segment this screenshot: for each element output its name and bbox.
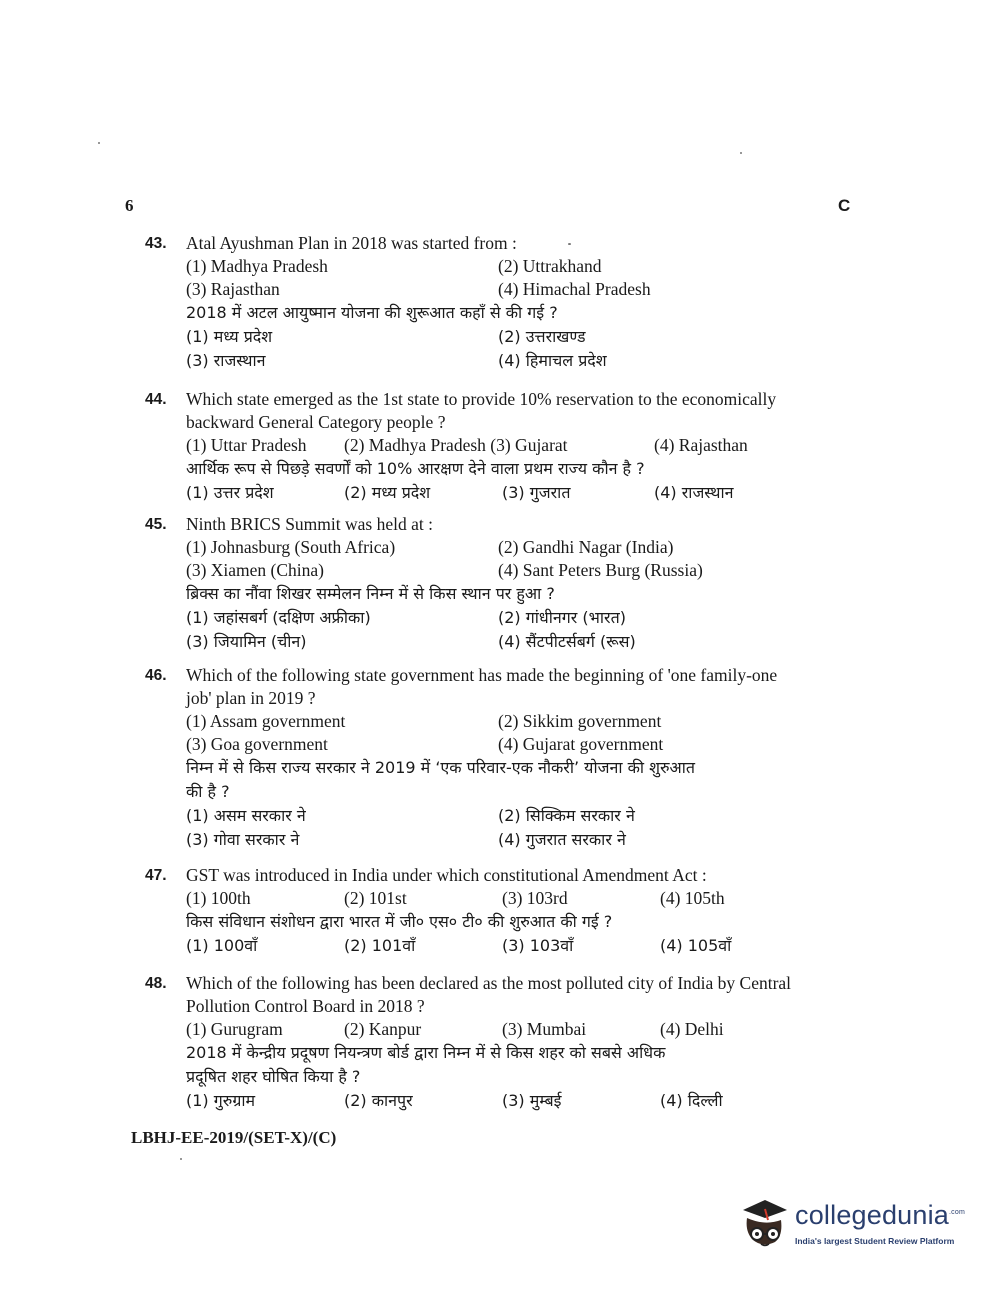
option-hi-2: (2) 101वाँ <box>344 936 416 955</box>
option-hi-3: (3) मुम्बई <box>502 1091 562 1110</box>
option-hi-1: (1) जहांसबर्ग (दक्षिण अफ्रीका) <box>186 608 371 627</box>
option-en-1: (1) 100th <box>186 888 251 908</box>
question-47 <box>145 864 855 958</box>
option-hi-3: (3) जियामिन (चीन) <box>186 632 307 651</box>
option-hi-3: (3) गुजरात <box>502 483 571 502</box>
option-hi-1: (1) गुरुग्राम <box>186 1091 256 1110</box>
question-text-en: Ninth BRICS Summit was held at : <box>186 514 433 534</box>
option-hi-3: (3) राजस्थान <box>186 351 266 370</box>
option-hi-4: (4) 105वाँ <box>660 936 732 955</box>
option-en-3: (3) Goa government <box>186 734 328 754</box>
question-number: 43. <box>145 235 167 252</box>
option-en-3: (3) 103rd <box>502 888 568 908</box>
option-hi-2: (2) कानपुर <box>344 1091 413 1110</box>
scan-speck <box>568 243 571 245</box>
question-number: 44. <box>145 391 167 408</box>
option-en-1: (1) Gurugram <box>186 1019 283 1039</box>
paper-code: LBHJ-EE-2019/(SET-X)/(C) <box>131 1128 337 1147</box>
question-text-hi: निम्न में से किस राज्य सरकार ने 2019 में ‘एक परिवार-एक नौकरी’ योजना की शुरुआत <box>186 758 696 777</box>
question-48 <box>145 972 855 1113</box>
question-text-en-cont: Pollution Control Board in 2018 ? <box>186 996 425 1016</box>
option-en-4: (4) Sant Peters Burg (Russia) <box>498 560 703 580</box>
option-hi-2: (2) मध्य प्रदेश <box>344 483 431 502</box>
question-text-hi: 2018 में अटल आयुष्मान योजना की शुरूआत कहाँ से की गई ? <box>186 303 558 322</box>
question-text-en: Which of the following state government has made the beginning of 'one family-one <box>186 665 778 685</box>
option-hi-4: (4) राजस्थान <box>654 483 734 502</box>
question-number: 47. <box>145 867 167 884</box>
question-text-en-cont: job' plan in 2019 ? <box>186 688 316 708</box>
question-text-hi: ब्रिक्स का नौंवा शिखर सम्मेलन निम्न में से किस स्थान पर हुआ ? <box>186 584 555 603</box>
option-hi-4: (4) दिल्ली <box>660 1091 723 1110</box>
question-number: 46. <box>145 667 167 684</box>
option-hi-1: (1) असम सरकार ने <box>186 806 306 825</box>
option-en-4: (4) Delhi <box>660 1019 724 1039</box>
option-hi-4: (4) सैंटपीटर्सबर्ग (रूस) <box>498 632 636 651</box>
option-en-1: (1) Johnasburg (South Africa) <box>186 537 396 557</box>
question-44 <box>145 388 855 505</box>
option-en-2: (2) Kanpur <box>344 1019 422 1039</box>
option-hi-1: (1) मध्य प्रदेश <box>186 327 273 346</box>
option-en-3: (3) Rajasthan <box>186 279 280 299</box>
logo-suffix: .com <box>949 1209 966 1216</box>
option-hi-4: (4) गुजरात सरकार ने <box>498 830 626 849</box>
option-hi-2: (2) सिक्किम सरकार ने <box>498 806 635 825</box>
option-hi-1: (1) उत्तर प्रदेश <box>186 483 274 502</box>
question-text-hi-cont: की है ? <box>186 782 230 801</box>
question-text-hi: 2018 में केन्द्रीय प्रदूषण नियन्त्रण बोर्ड द्वारा निम्न में से किस शहर को सबसे अधिक <box>186 1043 666 1062</box>
option-hi-2: (2) उत्तराखण्ड <box>498 327 586 346</box>
collegedunia-logo[interactable] <box>735 1196 966 1256</box>
option-en-3: (3) Xiamen (China) <box>186 560 325 580</box>
logo-wordmark-text: collegedunia <box>795 1200 950 1230</box>
scan-speck <box>98 142 100 144</box>
logo-wordmark <box>795 1200 965 1231</box>
question-text-hi: किस संविधान संशोधन द्वारा भारत में जी० एस० टी० की शुरुआत की गई ? <box>186 912 613 931</box>
question-43 <box>145 232 855 373</box>
option-en-2: (2) Uttrakhand <box>498 256 602 276</box>
question-text-en-cont: backward General Category people ? <box>186 412 446 432</box>
question-number: 48. <box>145 975 167 992</box>
option-en-3: (3) Mumbai <box>502 1019 587 1039</box>
question-number: 45. <box>145 516 167 533</box>
option-en-4: (4) 105th <box>660 888 725 908</box>
question-text-en: Which of the following has been declared as the most polluted city of India by Central <box>186 973 792 993</box>
question-text-en: GST was introduced in India under which constitutional Amendment Act : <box>186 865 707 885</box>
mascot-icon <box>735 1196 795 1256</box>
scan-speck <box>740 152 742 154</box>
option-en-1: (1) Uttar Pradesh <box>186 435 307 455</box>
option-en-2: (2) Sikkim government <box>498 711 662 731</box>
question-text-en: Atal Ayushman Plan in 2018 was started from : <box>186 233 517 253</box>
logo-tagline: India's largest Student Review Platform <box>795 1236 955 1246</box>
option-hi-3: (3) गोवा सरकार ने <box>186 830 300 849</box>
option-en-2: (2) Gandhi Nagar (India) <box>498 537 674 557</box>
option-hi-2: (2) गांधीनगर (भारत) <box>498 608 626 627</box>
option-en-4: (4) Gujarat government <box>498 734 664 754</box>
option-hi-1: (1) 100वाँ <box>186 936 258 955</box>
scan-speck <box>180 1158 182 1160</box>
question-text-hi-cont: प्रदूषित शहर घोषित किया है ? <box>186 1067 361 1086</box>
option-en-2: (2) 101st <box>344 888 407 908</box>
set-letter: C <box>838 196 851 215</box>
page-number: 6 <box>125 196 134 215</box>
option-en-2-3: (2) Madhya Pradesh (3) Gujarat <box>344 435 568 455</box>
option-en-1: (1) Assam government <box>186 711 346 731</box>
option-en-4: (4) Rajasthan <box>654 435 748 455</box>
question-45 <box>145 513 855 654</box>
question-46 <box>145 664 855 852</box>
option-hi-4: (4) हिमाचल प्रदेश <box>498 351 607 370</box>
question-text-hi: आर्थिक रूप से पिछड़े सवर्णों को 10% आरक्षण देने वाला प्रथम राज्य कौन है ? <box>186 459 645 478</box>
option-hi-3: (3) 103वाँ <box>502 936 574 955</box>
question-text-en: Which state emerged as the 1st state to provide 10% reservation to the economically <box>186 389 777 409</box>
option-en-1: (1) Madhya Pradesh <box>186 256 328 276</box>
option-en-4: (4) Himachal Pradesh <box>498 279 651 299</box>
